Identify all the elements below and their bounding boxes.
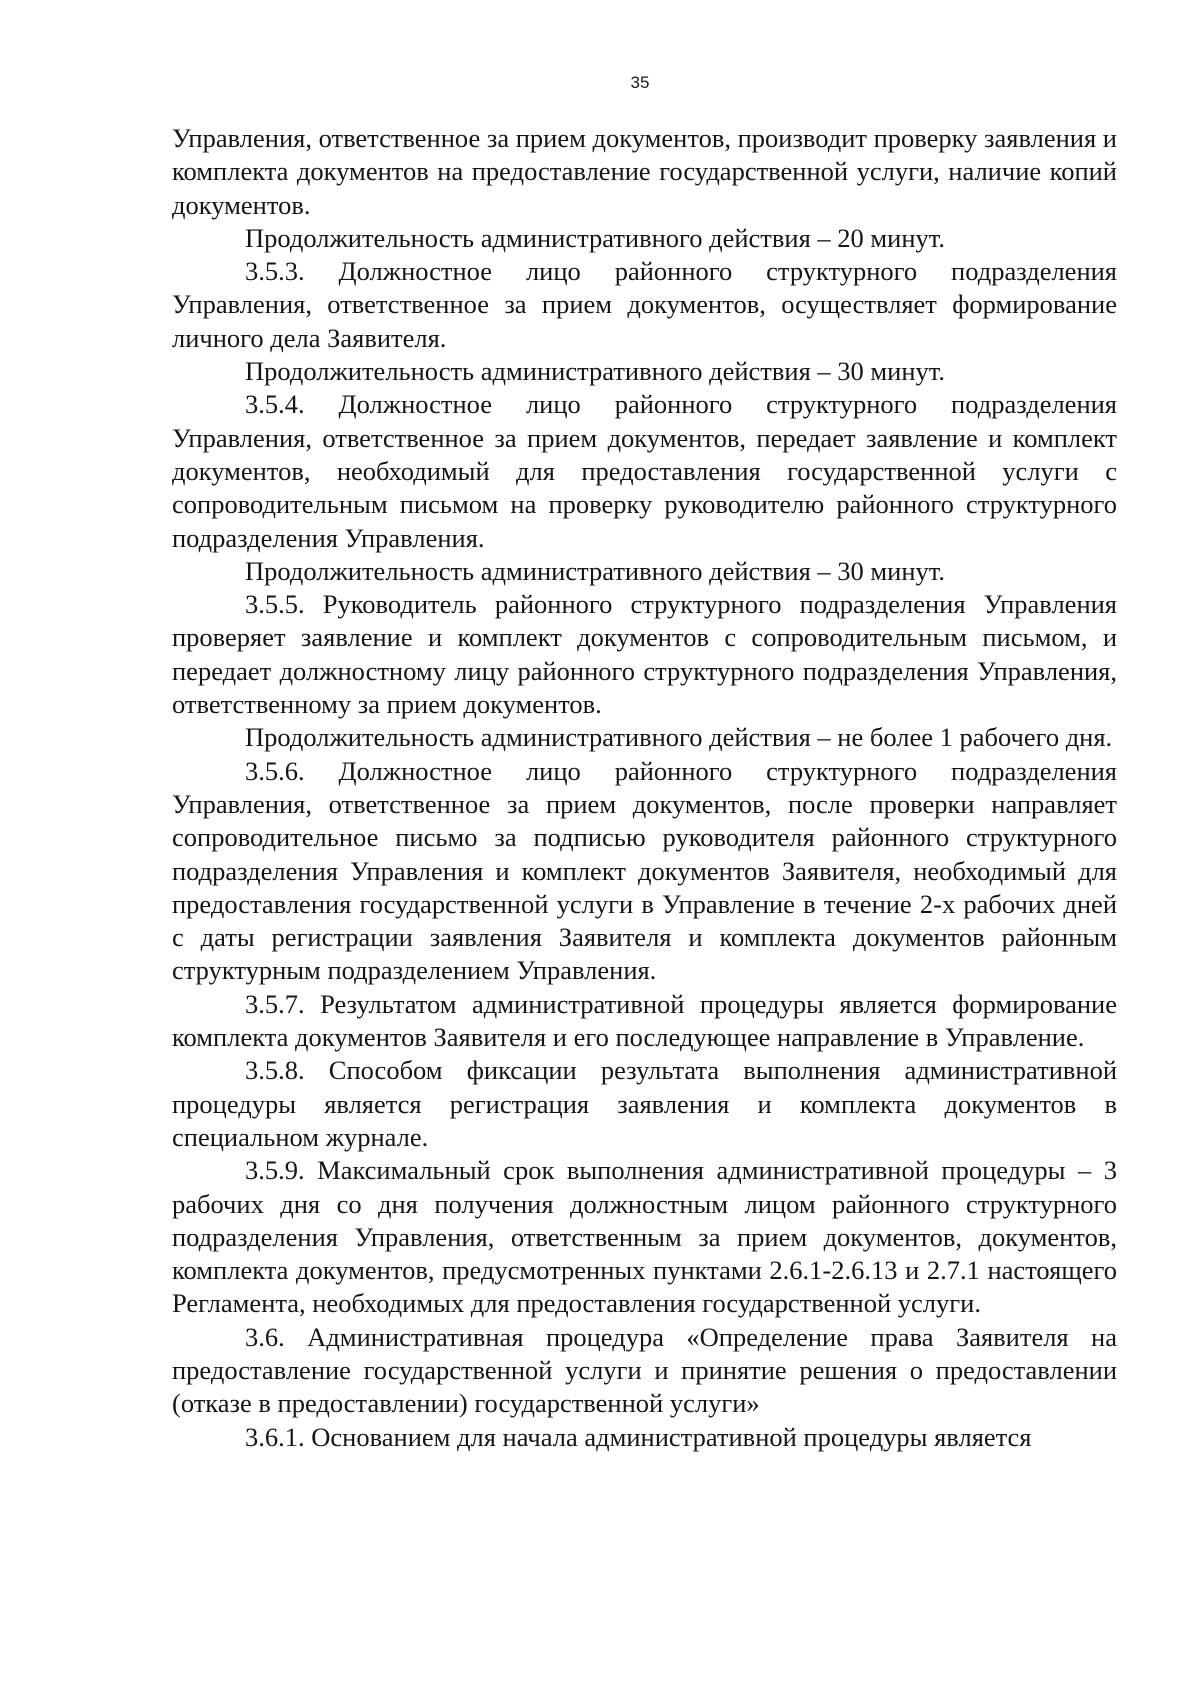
document-body bbox=[172, 122, 1117, 1454]
paragraph-3-5-6: 3.5.6. Должностное лицо районного структурного подразделения Управления, ответственное за прием документов, после проверки направляет сопроводительное письмо за подписью руководителя районного структурного подразделения Управления и комплект документов Заявителя, необходимый для предоставления государственной услуги в Управление в течение 2-х рабочих дней с даты регистрации заявления Заявителя и комплекта документов районным структурным подразделением Управления. bbox=[172, 755, 1117, 986]
paragraph-duration: Продолжительность административного действия – 30 минут. bbox=[245, 356, 945, 387]
page-number: 35 bbox=[630, 73, 650, 92]
paragraph-3-5-8: 3.5.8. Способом фиксации результата выполнения административной процедуры является регистрация заявления и комплекта документов в специальном журнале. bbox=[172, 1055, 1117, 1152]
paragraph-duration: Продолжительность административного действия – не более 1 рабочего дня. bbox=[245, 722, 1113, 753]
paragraph-3-5-4: 3.5.4. Должностное лицо районного структурного подразделения Управления, ответственное за прием документов, передает заявление и комплект документов, необходимый для предоставления государственной услуги с сопроводительным письмом на проверку руководителю районного структурного подразделения Управления. bbox=[172, 389, 1117, 553]
paragraph-3-6: 3.6. Административная процедура «Определение права Заявителя на предоставление государственной услуги и принятие решения о предоставлении (отказе в предоставлении) государственной услуги» bbox=[172, 1321, 1117, 1419]
paragraph-duration: Продолжительность административного действия – 30 минут. bbox=[245, 555, 945, 586]
paragraph-3-5-7: 3.5.7. Результатом административной процедуры является формирование комплекта документов Заявителя и его последующее направление в Управление. bbox=[172, 988, 1117, 1053]
paragraph: Управления, ответственное за прием документов, производит проверку заявления и комплекта документов на предоставление государственной услуги, наличие копий документов. bbox=[172, 123, 1117, 220]
paragraph-duration: Продолжительность административного действия – 20 минут. bbox=[245, 222, 945, 253]
paragraph-3-5-3: 3.5.3. Должностное лицо районного структурного подразделения Управления, ответственное за прием документов, осуществляет формирование личного дела Заявителя. bbox=[172, 256, 1117, 353]
paragraph-3-6-1: 3.6.1. Основанием для начала административной процедуры является bbox=[245, 1421, 1032, 1452]
paragraph-3-5-9: 3.5.9. Максимальный срок выполнения административной процедуры – 3 рабочих дня со дня получения должностным лицом районного структурного подразделения Управления, ответственным за прием документов, документов, комплекта документов, предусмотренных пунктами 2.6.1-2.6.13 и 2.7.1 настоящего Регламента, необходимых для предоставления государственной услуги. bbox=[172, 1155, 1117, 1319]
paragraph-3-5-5: 3.5.5. Руководитель районного структурного подразделения Управления проверяет заявление и комплект документов с сопроводительным письмом, и передает должностному лицу районного структурного подразделения Управления, ответственному за прием документов. bbox=[172, 589, 1117, 720]
